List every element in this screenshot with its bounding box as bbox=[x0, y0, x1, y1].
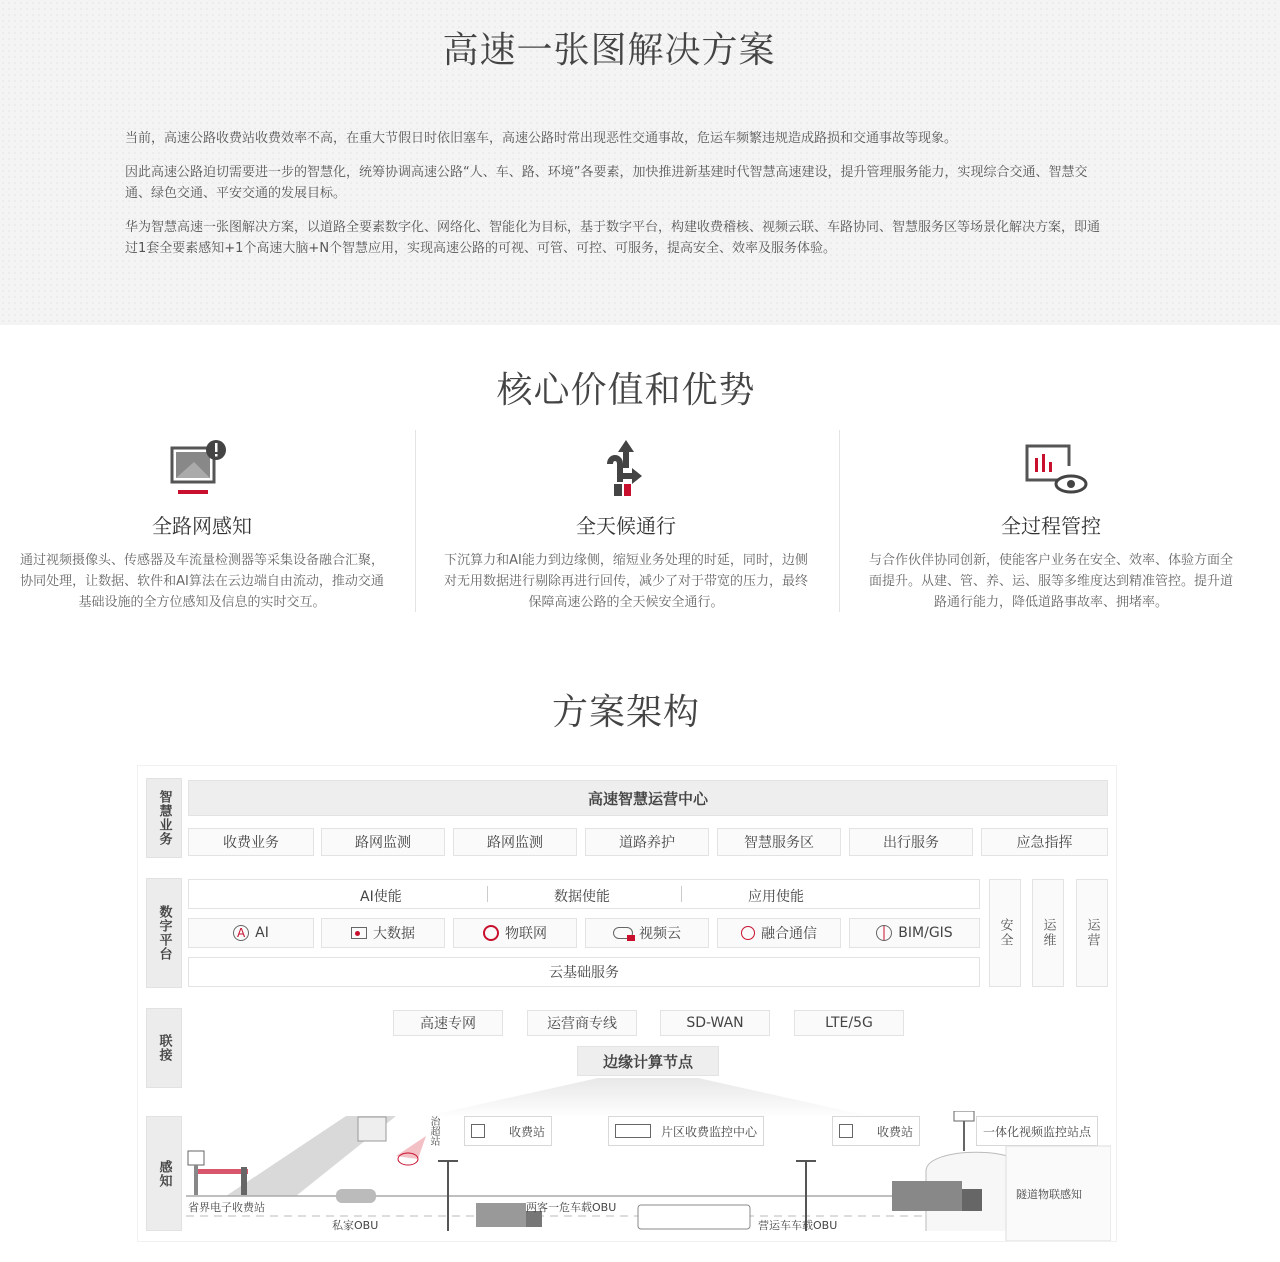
architecture-diagram bbox=[137, 765, 1117, 1242]
video-monitoring-site: 一体化视频监控站点 bbox=[976, 1116, 1098, 1146]
bus-icon bbox=[615, 1124, 651, 1138]
value-card-all-weather bbox=[441, 430, 811, 615]
business-item: 路网监测 bbox=[321, 828, 445, 856]
platform-item-bigdata: 大数据 bbox=[321, 918, 445, 948]
architecture-title: 方案架构 bbox=[551, 692, 700, 733]
operation-center: 高速智慧运营中心 bbox=[188, 780, 1108, 816]
side-item-security: 安全 bbox=[989, 879, 1021, 987]
chart-eye-icon bbox=[1013, 438, 1089, 502]
enabler-divider bbox=[487, 886, 488, 902]
value-name: 全天候通行 bbox=[576, 514, 676, 538]
platform-item-iot: 物联网 bbox=[453, 918, 577, 948]
toll-monitoring-center: 片区收费监控中心 bbox=[608, 1116, 764, 1146]
platform-item-communication: 融合通信 bbox=[717, 918, 841, 948]
layer-label-platform: 数字平台 bbox=[146, 878, 182, 988]
toll-booth-icon bbox=[839, 1124, 853, 1138]
enabler-data: 数据使能 bbox=[554, 889, 610, 905]
sensing-scene bbox=[186, 1111, 1111, 1241]
toll-station-right: 收费站 bbox=[832, 1116, 920, 1146]
value-card-perception bbox=[17, 430, 387, 615]
layer-label-sense: 感知 bbox=[146, 1116, 182, 1231]
enabler-divider bbox=[681, 886, 682, 902]
private-obu-label: 私家OBU bbox=[332, 1219, 379, 1232]
ai-icon: A bbox=[233, 925, 249, 941]
business-item: 收费业务 bbox=[188, 828, 314, 856]
toll-station-left: 收费站 bbox=[464, 1116, 552, 1146]
intro-section bbox=[0, 0, 1280, 325]
communication-icon bbox=[741, 926, 755, 940]
hazard-vehicle-obu-label: 两客一危车载OBU bbox=[526, 1201, 617, 1214]
layer-label-connect: 联接 bbox=[146, 1008, 182, 1088]
video-cloud-icon bbox=[613, 927, 633, 939]
tunnel-iot-label: 隧道物联感知 bbox=[1016, 1188, 1082, 1201]
monitor-alert-icon bbox=[164, 438, 240, 502]
platform-item-ai: A AI bbox=[188, 918, 314, 948]
value-name: 全路网感知 bbox=[152, 514, 252, 538]
intro-paragraph: 因此高速公路迫切需要进一步的智慧化，统筹协调高速公路“人、车、路、环境”各要素，加快推进新基建时代智慧高速建设，提升管理服务能力，实现综合交通、智慧交通、绿色交通、平安交通的发展目标。 bbox=[125, 165, 1088, 201]
intro-paragraph: 当前，高速公路收费站收费效率不高，在重大节假日时依旧塞车，高速公路时常出现恶性交通事故，危运车频繁违规造成路损和交通事故等现象。 bbox=[125, 131, 958, 146]
platform-item-video-cloud: 视频云 bbox=[585, 918, 709, 948]
column-divider bbox=[415, 430, 416, 612]
network-item: LTE/5G bbox=[794, 1010, 904, 1036]
value-desc: 下沉算力和AI能力到边缘侧，缩短业务处理的时延，同时，边侧对无用数据进行剔除再进行回传，减少了对于带宽的压力，最终保障高速公路的全天候安全通行。 bbox=[443, 553, 808, 610]
network-item: 高速专网 bbox=[393, 1010, 503, 1036]
bigdata-icon bbox=[351, 927, 367, 939]
business-item: 出行服务 bbox=[849, 828, 973, 856]
commercial-vehicle-obu-label: 营运车车载OBU bbox=[758, 1219, 838, 1232]
overload-station-label: 治超站 bbox=[428, 1116, 439, 1146]
side-item-operation: 运营 bbox=[1076, 879, 1108, 987]
business-item: 智慧服务区 bbox=[717, 828, 841, 856]
value-card-full-control bbox=[866, 430, 1236, 615]
road-direction-icon bbox=[588, 438, 664, 502]
core-title: 核心价值和优势 bbox=[496, 370, 756, 411]
provincial-toll-label: 省界电子收费站 bbox=[188, 1201, 265, 1214]
column-divider bbox=[839, 430, 840, 612]
globe-icon bbox=[876, 925, 892, 941]
side-item-maintenance: 运维 bbox=[1032, 879, 1064, 987]
business-item: 应急指挥 bbox=[981, 828, 1108, 856]
toll-booth-icon bbox=[471, 1124, 485, 1138]
enabler-ai: AI使能 bbox=[360, 889, 402, 905]
cloud-base: 云基础服务 bbox=[188, 957, 980, 987]
intro-title: 高速一张图解决方案 bbox=[442, 30, 776, 71]
iot-icon bbox=[483, 925, 499, 941]
network-item: 运营商专线 bbox=[527, 1010, 637, 1036]
enabler-application: 应用使能 bbox=[748, 889, 804, 905]
value-desc: 与合作伙伴协同创新，使能客户业务在安全、效率、体验方面全面提升。从建、管、养、运、服等多维度达到精准管控。提升道路通行能力，降低道路事故率、拥堵率。 bbox=[868, 553, 1233, 610]
value-desc: 通过视频摄像头、传感器及车流量检测器等采集设备融合汇聚，协同处理，让数据、软件和AI算法在云边端自由流动，推动交通基础设施的全方位感知及信息的实时交互。 bbox=[19, 553, 384, 610]
platform-item-bim-gis: BIM/GIS bbox=[849, 918, 980, 948]
business-item: 道路养护 bbox=[585, 828, 709, 856]
edge-node: 边缘计算节点 bbox=[577, 1046, 719, 1076]
business-item: 路网监测 bbox=[453, 828, 577, 856]
intro-paragraph: 华为智慧高速一张图解决方案，以道路全要素数字化、网络化、智能化为目标，基于数字平台，构建收费稽核、视频云联、车路协同、智慧服务区等场景化解决方案，即通过1套全要素感知+1个高速大脑+N个智慧应用，实现高速公路的可视、可管、可控、可服务，提高安全、效率及服务体验。 bbox=[125, 220, 1101, 256]
value-name: 全过程管控 bbox=[1001, 514, 1101, 538]
network-item: SD-WAN bbox=[660, 1010, 770, 1036]
layer-label-business: 智慧业务 bbox=[146, 778, 182, 858]
